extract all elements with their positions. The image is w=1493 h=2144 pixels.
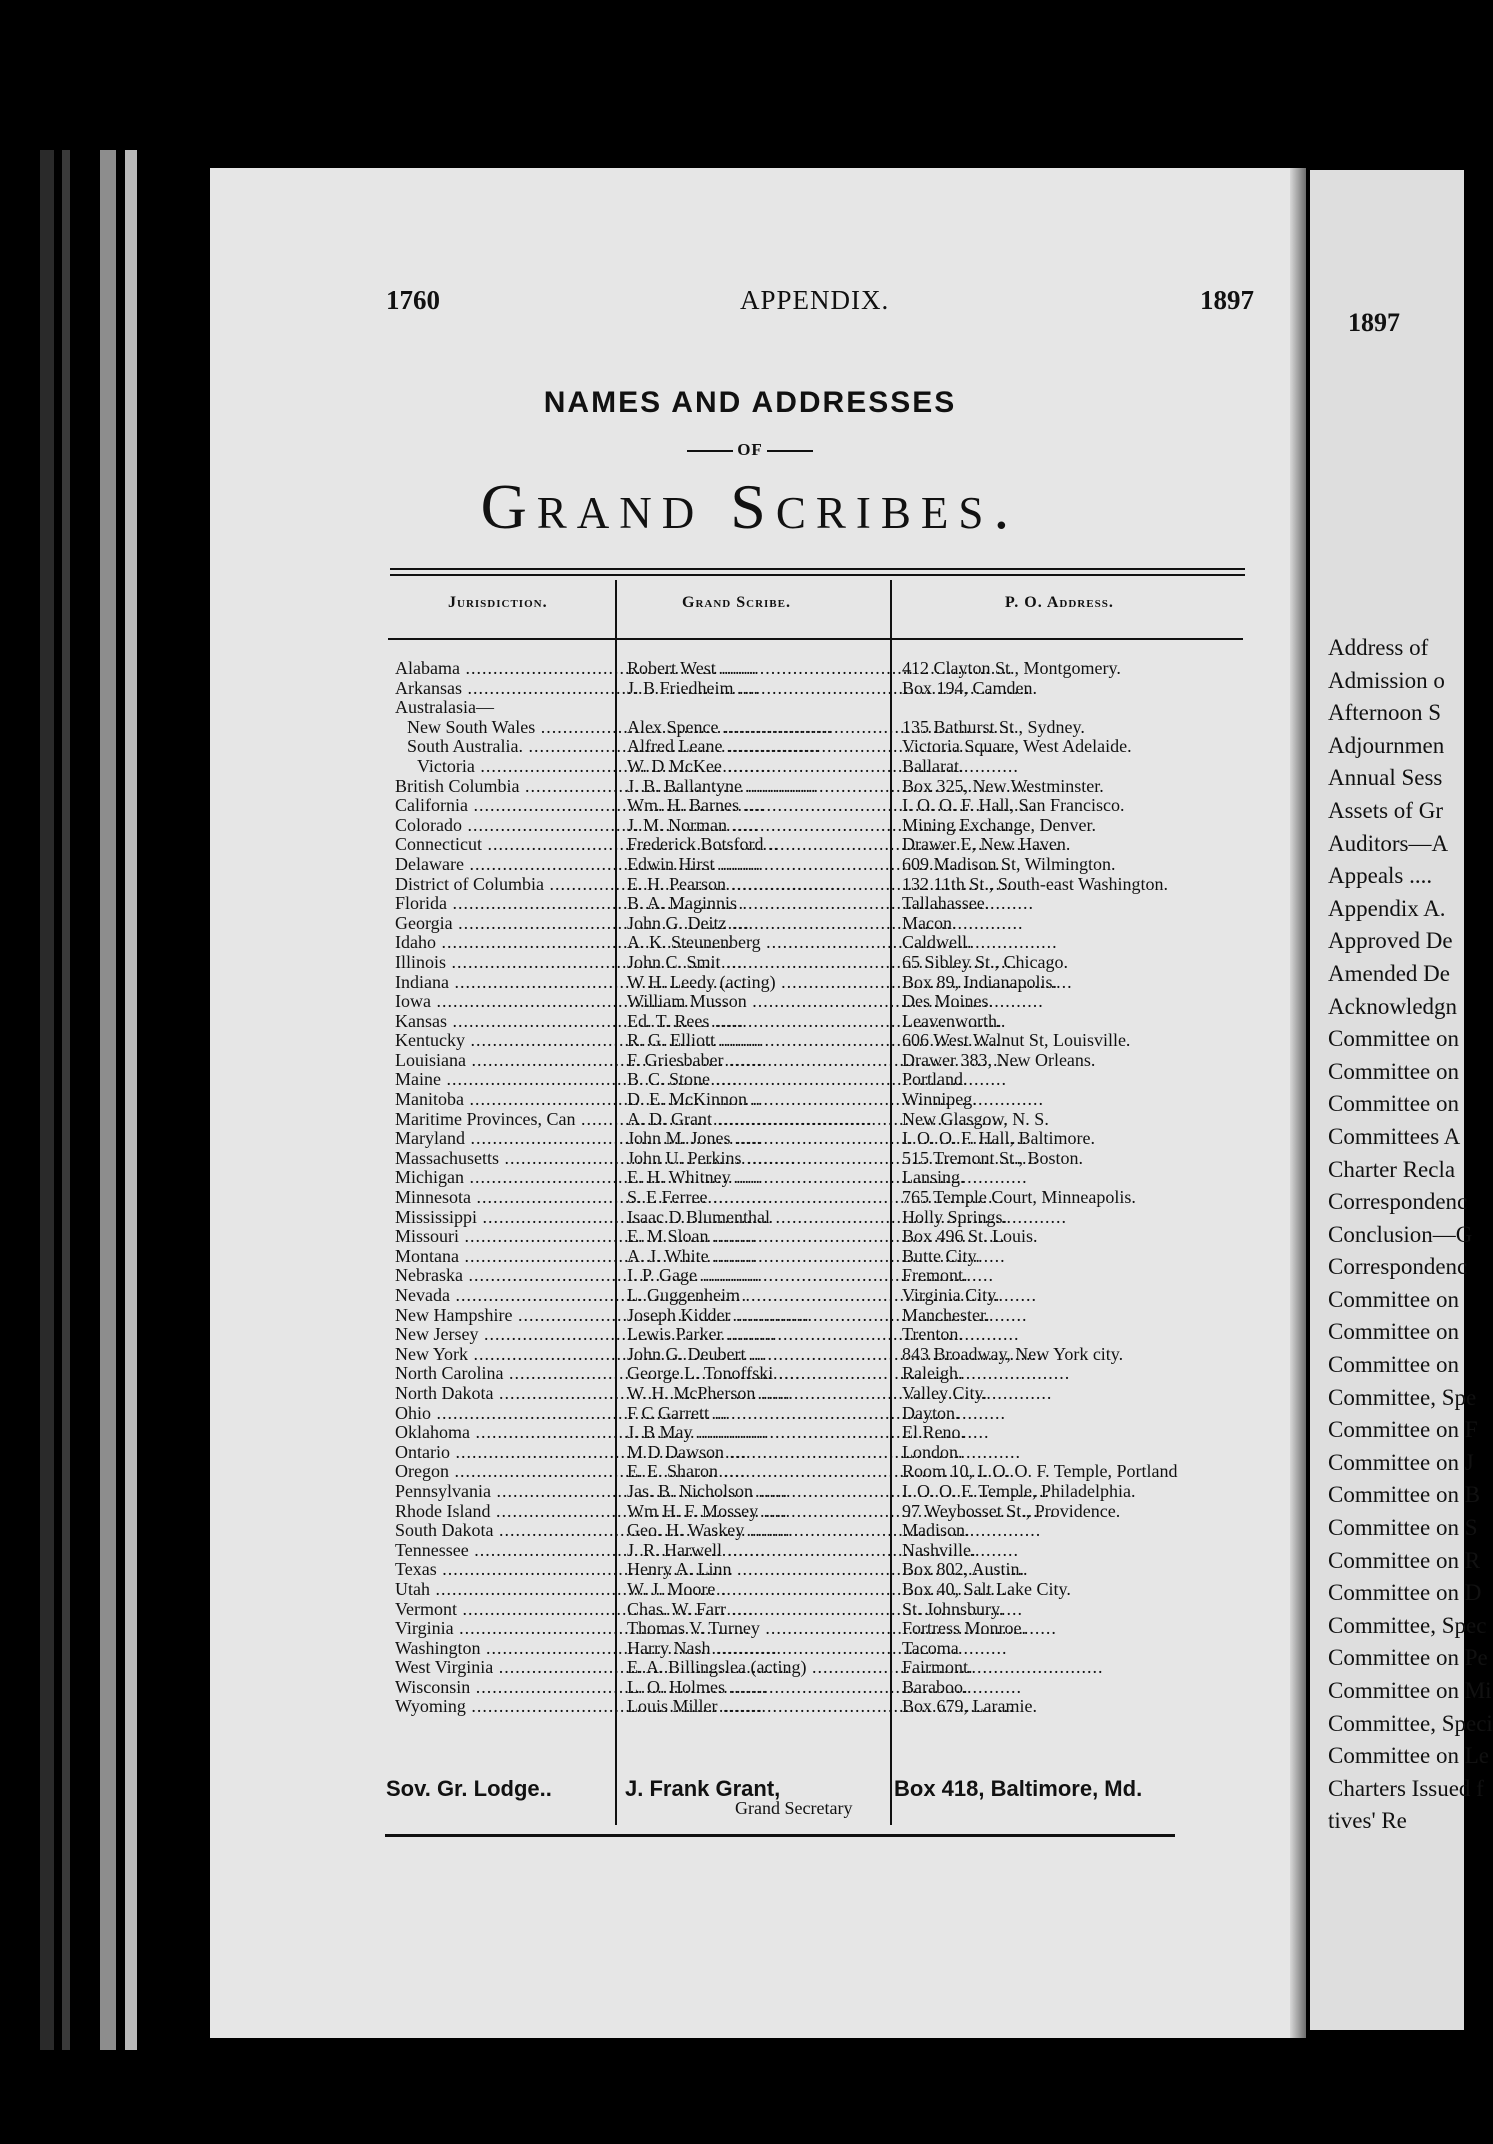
jurisdiction-cell: Florida .....	[395, 894, 615, 914]
grand-scribe-cell: John U. Perkins .....	[627, 1149, 897, 1169]
index-entry: Charters Issued f	[1328, 1775, 1484, 1801]
address-cell: Manchester.	[902, 1304, 990, 1325]
table-row	[385, 875, 1265, 895]
table-row	[385, 737, 1265, 757]
jurisdiction-cell: Nevada .....	[395, 1286, 615, 1306]
jurisdiction-cell: South Dakota .....	[395, 1521, 615, 1541]
table-row	[385, 1070, 1265, 1090]
grand-scribe-cell: Wm H. F. Mossey .....	[627, 1502, 897, 1522]
table-row	[385, 1247, 1265, 1267]
page-stack-edge	[125, 150, 137, 2050]
table-row	[385, 1404, 1265, 1424]
address-cell: Box 802, Austin.	[902, 1559, 1025, 1580]
table-row	[385, 777, 1265, 797]
index-entry: Committee on Le	[1328, 1743, 1489, 1769]
jurisdiction-cell: Utah .....	[395, 1580, 615, 1600]
index-entry: Committee on D	[1328, 1580, 1482, 1606]
index-entry: Committee on	[1328, 1026, 1459, 1052]
address-cell: Drawer E, New Haven.	[902, 834, 1071, 855]
table-row	[385, 835, 1265, 855]
address-cell: Valley City.	[902, 1382, 987, 1403]
jurisdiction-cell: North Carolina .....	[395, 1364, 615, 1384]
address-cell: Tacoma	[902, 1637, 959, 1658]
grand-scribe-cell: B. A. Maginnis .....	[627, 894, 897, 914]
address-cell: 97 Weybosset St., Providence.	[902, 1500, 1121, 1521]
jurisdiction-cell: Manitoba .....	[395, 1090, 615, 1110]
table-row	[385, 718, 1265, 738]
address-cell: I. O. O. F. Hall, Baltimore.	[902, 1128, 1096, 1149]
address-cell: Fairmont.	[902, 1657, 973, 1678]
table-row	[385, 1051, 1265, 1071]
grand-scribe-cell: J. R. Harwell .....	[627, 1541, 897, 1561]
grand-scribe-cell: William Musson .....	[627, 992, 897, 1012]
address-cell: Box 194, Camden.	[902, 677, 1037, 698]
grand-scribe-cell: J. B May .....	[627, 1423, 897, 1443]
address-cell: Box 496 St. Louis.	[902, 1226, 1038, 1247]
page-curl-shadow	[1290, 168, 1306, 2038]
index-entry: Appendix A.	[1328, 895, 1446, 921]
address-cell: I. O. O. F. Hall, San Francisco.	[902, 795, 1125, 816]
jurisdiction-cell: California .....	[395, 796, 615, 816]
jurisdiction-cell: New Hampshire .....	[395, 1306, 615, 1326]
index-entry: Admission o	[1328, 667, 1445, 693]
address-cell: Room 10, I. O. O. F. Temple, Portland	[902, 1461, 1178, 1482]
grand-scribe-cell: John M. Jones .....	[627, 1129, 897, 1149]
grand-scribe-cell: George L. Tonoffski .....	[627, 1364, 897, 1384]
jurisdiction-cell: Wisconsin .....	[395, 1678, 615, 1698]
jurisdiction-cell: New York .....	[395, 1345, 615, 1365]
index-entry: Committee on	[1328, 1352, 1459, 1378]
jurisdiction-cell: Mississippi .....	[395, 1208, 615, 1228]
grand-scribe-cell: E. H. Whitney .....	[627, 1168, 897, 1188]
grand-scribe-cell: D. E. McKinnon .....	[627, 1090, 897, 1110]
jurisdiction-cell: Indiana .....	[395, 973, 615, 993]
index-entry: Appeals ....	[1328, 863, 1433, 889]
jurisdiction-cell: South Australia. .....	[407, 737, 627, 757]
binding-shadow	[62, 150, 70, 2050]
table-row	[385, 933, 1265, 953]
grand-scribe-cell: W. D McKee .....	[627, 757, 897, 777]
grand-scribe-cell: W. J. Moore .....	[627, 1580, 897, 1600]
grand-scribe-cell: E. M Sloan .....	[627, 1227, 897, 1247]
address-cell: Winnipeg.	[902, 1089, 977, 1110]
table-row	[385, 1188, 1265, 1208]
address-cell: Madison.	[902, 1520, 970, 1541]
grand-scribe-cell: Geo. H. Waskey .....	[627, 1521, 897, 1541]
index-entry: Conclusion—G	[1328, 1221, 1473, 1247]
index-entry: Committee on R	[1328, 1547, 1481, 1573]
jurisdiction-cell: Kentucky .....	[395, 1031, 615, 1051]
grand-scribe-cell: L. Guggenheim .....	[627, 1286, 897, 1306]
grand-scribe-cell: Joseph Kidder .....	[627, 1306, 897, 1326]
address-cell: Butte City.	[902, 1245, 980, 1266]
index-entry: Committee, Spec	[1328, 1612, 1487, 1638]
table-row	[385, 1423, 1265, 1443]
sovereign-secretary-title: Grand Secretary	[735, 1798, 853, 1818]
index-entry: Committee on F	[1328, 1417, 1478, 1443]
address-cell: Baraboo.	[902, 1676, 968, 1697]
table-row	[385, 914, 1265, 934]
index-entry: Approved De	[1328, 928, 1453, 954]
jurisdiction-cell: New Jersey .....	[395, 1325, 615, 1345]
double-rule-bottom	[390, 574, 1245, 576]
table-row	[385, 1443, 1265, 1463]
index-entry: Committee on	[1328, 1058, 1459, 1084]
column-header-grand-scribe: Grand Scribe.	[682, 594, 791, 611]
jurisdiction-cell: Idaho .....	[395, 933, 615, 953]
grand-scribe-cell: R. G. Elliott .....	[627, 1031, 897, 1051]
jurisdiction-cell: Ohio .....	[395, 1404, 615, 1424]
index-entry: Committee on Mi	[1328, 1678, 1492, 1703]
document-page	[210, 168, 1290, 2038]
title-grand-scribes: Grand Scribes.	[480, 471, 1020, 542]
table-row	[385, 1227, 1265, 1247]
grand-scribe-cell: W. H. McPherson .....	[627, 1384, 897, 1404]
table-row	[385, 894, 1265, 914]
table-row	[385, 1658, 1265, 1678]
address-cell: Lansing.	[902, 1167, 965, 1188]
table-row	[385, 816, 1265, 836]
facing-page-index	[1328, 632, 1493, 1838]
address-cell: Portland.	[902, 1069, 968, 1090]
table-row	[385, 1090, 1265, 1110]
address-cell: Holly Springs.	[902, 1206, 1008, 1227]
table-row	[385, 1600, 1265, 1620]
grand-scribe-cell: S. E Ferree .....	[627, 1188, 897, 1208]
address-cell: Raleigh.	[902, 1363, 963, 1384]
table-row	[385, 1502, 1265, 1522]
table-row	[385, 1697, 1265, 1717]
jurisdiction-cell: New South Wales .....	[407, 718, 627, 738]
table-row	[385, 1560, 1265, 1580]
table-row	[385, 1266, 1265, 1286]
jurisdiction-cell: Missouri .....	[395, 1227, 615, 1247]
grand-scribe-cell: Robert West .....	[627, 659, 897, 679]
grand-scribe-cell: Louis Miller .....	[627, 1697, 897, 1717]
table-row	[385, 1325, 1265, 1345]
grand-scribe-cell: J. B Friedheim .....	[627, 679, 897, 699]
address-cell: 515 Tremont St., Boston.	[902, 1147, 1084, 1168]
address-cell: Tallahassee.	[902, 893, 990, 914]
page-stack-edge	[100, 150, 116, 2050]
address-cell: El Reno.	[902, 1422, 965, 1443]
grand-scribe-cell: J. M. Norman .....	[627, 816, 897, 836]
index-entry: tives' Re	[1328, 1808, 1407, 1834]
address-cell: Box 325, New Westminster.	[902, 775, 1104, 796]
index-entry: Adjournmen	[1328, 732, 1445, 758]
jurisdiction-cell: Michigan .....	[395, 1168, 615, 1188]
table-row	[385, 992, 1265, 1012]
column-header-address: P. O. Address.	[1005, 594, 1114, 611]
address-cell: 132 11th St., South-east Washington.	[902, 873, 1169, 894]
grand-scribe-cell: Thomas V. Turney .....	[627, 1619, 897, 1639]
table-row	[385, 1482, 1265, 1502]
jurisdiction-cell: Vermont .....	[395, 1600, 615, 1620]
address-cell: Drawer 383, New Orleans.	[902, 1049, 1096, 1070]
page-number: 1760	[386, 285, 440, 315]
address-cell: Box 679, Laramie.	[902, 1696, 1037, 1717]
jurisdiction-cell: Illinois .....	[395, 953, 615, 973]
grand-scribe-cell: Edwin Hirst .....	[627, 855, 897, 875]
jurisdiction-cell: District of Columbia .....	[395, 875, 615, 895]
address-cell: St. Johnsbury.	[902, 1598, 1004, 1619]
jurisdiction-cell: Wyoming .....	[395, 1697, 615, 1717]
address-cell: Fremont.	[902, 1265, 968, 1286]
grand-scribe-cell: Alfred Leane .....	[627, 737, 897, 757]
table-row	[385, 1580, 1265, 1600]
grand-scribe-cell: B. C. Stone .....	[627, 1070, 897, 1090]
jurisdiction-cell: Oregon .....	[395, 1462, 615, 1482]
table-row	[385, 1639, 1265, 1659]
address-cell: 765 Temple Court, Minneapolis.	[902, 1187, 1136, 1208]
index-entry: Charter Recla	[1328, 1156, 1456, 1182]
address-cell: Dayton.	[902, 1402, 960, 1423]
header-rule	[388, 638, 1243, 640]
jurisdiction-cell: Connecticut .....	[395, 835, 615, 855]
table-row	[385, 953, 1265, 973]
jurisdiction-cell: Oklahoma .....	[395, 1423, 615, 1443]
table-row	[385, 1149, 1265, 1169]
sovereign-secretary-name: J. Frank Grant,	[625, 1776, 781, 1801]
address-cell: Macon.	[902, 912, 957, 933]
jurisdiction-cell: Rhode Island .....	[395, 1502, 615, 1522]
index-entry: Committee on Pe	[1328, 1645, 1488, 1671]
table-row	[385, 1012, 1265, 1032]
table-row	[385, 1286, 1265, 1306]
binding-shadow	[40, 150, 54, 2050]
address-cell: London.	[902, 1441, 963, 1462]
grand-scribe-cell: W H. Leedy (acting) .....	[627, 973, 897, 993]
index-entry: Amended De	[1328, 960, 1450, 986]
grand-scribe-cell: A. J. White .....	[627, 1247, 897, 1267]
address-cell: Leavenworth.	[902, 1010, 1002, 1031]
table-row	[385, 1306, 1265, 1326]
double-rule-top	[390, 568, 1245, 570]
address-cell: 412 Clayton St., Montgomery.	[902, 658, 1121, 678]
jurisdiction-cell: North Dakota .....	[395, 1384, 615, 1404]
address-cell: Ballarat.	[902, 755, 964, 776]
grand-scribe-cell: E. E. Sharon .....	[627, 1462, 897, 1482]
index-entry: Committee, Spe	[1328, 1384, 1477, 1410]
grand-scribe-cell: E. H. Pearson .....	[627, 875, 897, 895]
index-entry: Committee on	[1328, 1286, 1459, 1312]
index-entry: Committee on J	[1328, 1449, 1474, 1475]
address-cell: Fortress Monroe.	[902, 1618, 1026, 1639]
address-cell: Box 40, Salt Lake City.	[902, 1578, 1071, 1599]
jurisdiction-cell: Maryland .....	[395, 1129, 615, 1149]
address-cell: Box 89, Indianapolis.	[902, 971, 1057, 992]
jurisdiction-cell: Australasia—	[395, 697, 494, 718]
table-row	[385, 1031, 1265, 1051]
table-row	[385, 1521, 1265, 1541]
address-cell: 135 Bathurst St., Sydney.	[902, 716, 1085, 737]
index-entry: Address of	[1328, 635, 1429, 660]
title-names-and-addresses: NAMES AND ADDRESSES	[543, 386, 957, 419]
index-entry: Committee on B	[1328, 1482, 1481, 1508]
grand-scribe-cell: F. Griesbaber .....	[627, 1051, 897, 1071]
index-entry: Afternoon S	[1328, 700, 1442, 726]
index-entry: Annual Sess	[1328, 765, 1443, 791]
sovereign-lodge-label: Sov. Gr. Lodge..	[386, 1776, 552, 1801]
table-row	[385, 679, 1265, 699]
table-row	[385, 1541, 1265, 1561]
address-cell: I. O. O. F. Temple, Philadelphia.	[902, 1480, 1136, 1501]
table-row	[385, 1619, 1265, 1639]
address-cell: Caldwell.	[902, 932, 972, 953]
running-head: APPENDIX.	[740, 285, 890, 315]
jurisdiction-cell: Kansas .....	[395, 1012, 615, 1032]
title-of: OF	[210, 440, 1290, 460]
index-entry: Auditors—A	[1328, 830, 1449, 856]
address-cell: Trenton.	[902, 1324, 963, 1345]
jurisdiction-cell: Maritime Provinces, Can .....	[395, 1110, 615, 1130]
jurisdiction-cell: Tennessee .....	[395, 1541, 615, 1561]
table-row	[385, 1384, 1265, 1404]
table-row	[385, 1364, 1265, 1384]
index-entry: Committee, Speci	[1328, 1710, 1493, 1736]
jurisdiction-cell: Arkansas .....	[395, 679, 615, 699]
grand-scribe-cell: L. O. Holmes .....	[627, 1678, 897, 1698]
grand-scribe-cell: Chas. W. Farr .....	[627, 1600, 897, 1620]
grand-scribe-cell: John G. Deubert .....	[627, 1345, 897, 1365]
index-entry: Committee on	[1328, 1091, 1459, 1117]
grand-scribe-cell: Wm. H. Barnes .....	[627, 796, 897, 816]
table-row	[385, 659, 1265, 679]
grand-scribe-cell: John C. Smit .....	[627, 953, 897, 973]
grand-scribe-cell: Alex Spence .....	[627, 718, 897, 738]
table-row	[385, 757, 1265, 777]
grand-scribe-cell: Lewis Parker .....	[627, 1325, 897, 1345]
address-cell: Mining Exchange, Denver.	[902, 814, 1096, 835]
grand-scribe-cell: J. B. Ballantyne .....	[627, 777, 897, 797]
address-cell: Nashville.	[902, 1539, 976, 1560]
grand-scribe-cell: Henry A. Linn .....	[627, 1560, 897, 1580]
address-cell: 606 West Walnut St, Louisville.	[902, 1030, 1131, 1051]
address-cell: Virginia City.	[902, 1285, 1000, 1305]
jurisdiction-cell: Washington .....	[395, 1639, 615, 1659]
table-row	[385, 1678, 1265, 1698]
jurisdiction-cell: West Virginia .....	[395, 1658, 615, 1678]
bottom-rule	[385, 1834, 1175, 1837]
grand-scribe-cell: A. D. Grant .....	[627, 1110, 897, 1130]
index-entry: Committee on S	[1328, 1515, 1478, 1541]
jurisdiction-cell: Georgia .....	[395, 914, 615, 934]
jurisdiction-cell: Maine .....	[395, 1070, 615, 1090]
jurisdiction-cell: Alabama .....	[395, 659, 615, 679]
jurisdiction-cell: Iowa .....	[395, 992, 615, 1012]
address-cell: 65 Sibley St., Chicago.	[902, 951, 1068, 972]
index-entry: Acknowledgn	[1328, 993, 1458, 1019]
sovereign-address: Box 418, Baltimore, Md.	[894, 1776, 1143, 1801]
jurisdiction-cell: Texas .....	[395, 1560, 615, 1580]
index-entry: Correspondenc	[1328, 1189, 1468, 1215]
table-row	[385, 973, 1265, 993]
grand-scribe-cell: John G. Deitz .....	[627, 914, 897, 934]
index-entry: Correspondenc	[1328, 1254, 1468, 1280]
address-cell: New Glasgow, N. S.	[902, 1108, 1049, 1129]
jurisdiction-cell: Minnesota .....	[395, 1188, 615, 1208]
grand-scribe-cell: M D Dawson .....	[627, 1443, 897, 1463]
grand-scribe-cell: E. A. Billingslea (acting) .....	[627, 1658, 897, 1678]
facing-page-year: 1897	[1348, 308, 1400, 337]
grand-scribe-cell: Isaac D Blumenthal .....	[627, 1208, 897, 1228]
grand-scribe-cell: Ed. T. Rees .....	[627, 1012, 897, 1032]
jurisdiction-cell: Delaware .....	[395, 855, 615, 875]
table-row	[385, 796, 1265, 816]
address-cell: Victoria Square, West Adelaide.	[902, 736, 1132, 757]
jurisdiction-cell: Virginia .....	[395, 1619, 615, 1639]
grand-scribe-cell: Frederick Botsford .....	[627, 835, 897, 855]
grand-scribe-cell: A. K. Steunenberg .....	[627, 933, 897, 953]
table-row	[385, 698, 1265, 718]
index-entry: Assets of Gr	[1328, 797, 1443, 823]
table-row	[385, 1345, 1265, 1365]
column-header-jurisdiction: Jurisdiction.	[448, 594, 548, 611]
jurisdiction-cell: Colorado .....	[395, 816, 615, 836]
table-row	[385, 1208, 1265, 1228]
index-entry: Committee on	[1328, 1319, 1459, 1345]
table-row	[385, 1110, 1265, 1130]
table-row	[385, 1462, 1265, 1482]
grand-scribe-cell: Jas. B. Nicholson .....	[627, 1482, 897, 1502]
jurisdiction-cell: Pennsylvania .....	[395, 1482, 615, 1502]
jurisdiction-cell: British Columbia .....	[395, 777, 615, 797]
jurisdiction-cell: Victoria .....	[417, 757, 637, 777]
jurisdiction-cell: Ontario .....	[395, 1443, 615, 1463]
address-cell: Des Moines.	[902, 991, 993, 1012]
address-cell: 843 Broadway, New York city.	[902, 1343, 1124, 1364]
index-entry: Committees A	[1328, 1123, 1461, 1149]
facing-page	[1310, 170, 1493, 2030]
jurisdiction-cell: Louisiana .....	[395, 1051, 615, 1071]
address-cell: 609 Madison St, Wilmington.	[902, 853, 1116, 874]
scribes-table	[385, 659, 1265, 1717]
grand-scribe-cell: Harry Nash .....	[627, 1639, 897, 1659]
grand-scribe-cell: I. P. Gage .....	[627, 1266, 897, 1286]
jurisdiction-cell: Nebraska .....	[395, 1266, 615, 1286]
grand-scribe-cell: F C Garrett .....	[627, 1404, 897, 1424]
jurisdiction-cell: Massachusetts .....	[395, 1149, 615, 1169]
table-row	[385, 1168, 1265, 1188]
header-year: 1897	[1200, 285, 1254, 315]
jurisdiction-cell: Montana .....	[395, 1247, 615, 1267]
table-row	[385, 855, 1265, 875]
table-row	[385, 1129, 1265, 1149]
